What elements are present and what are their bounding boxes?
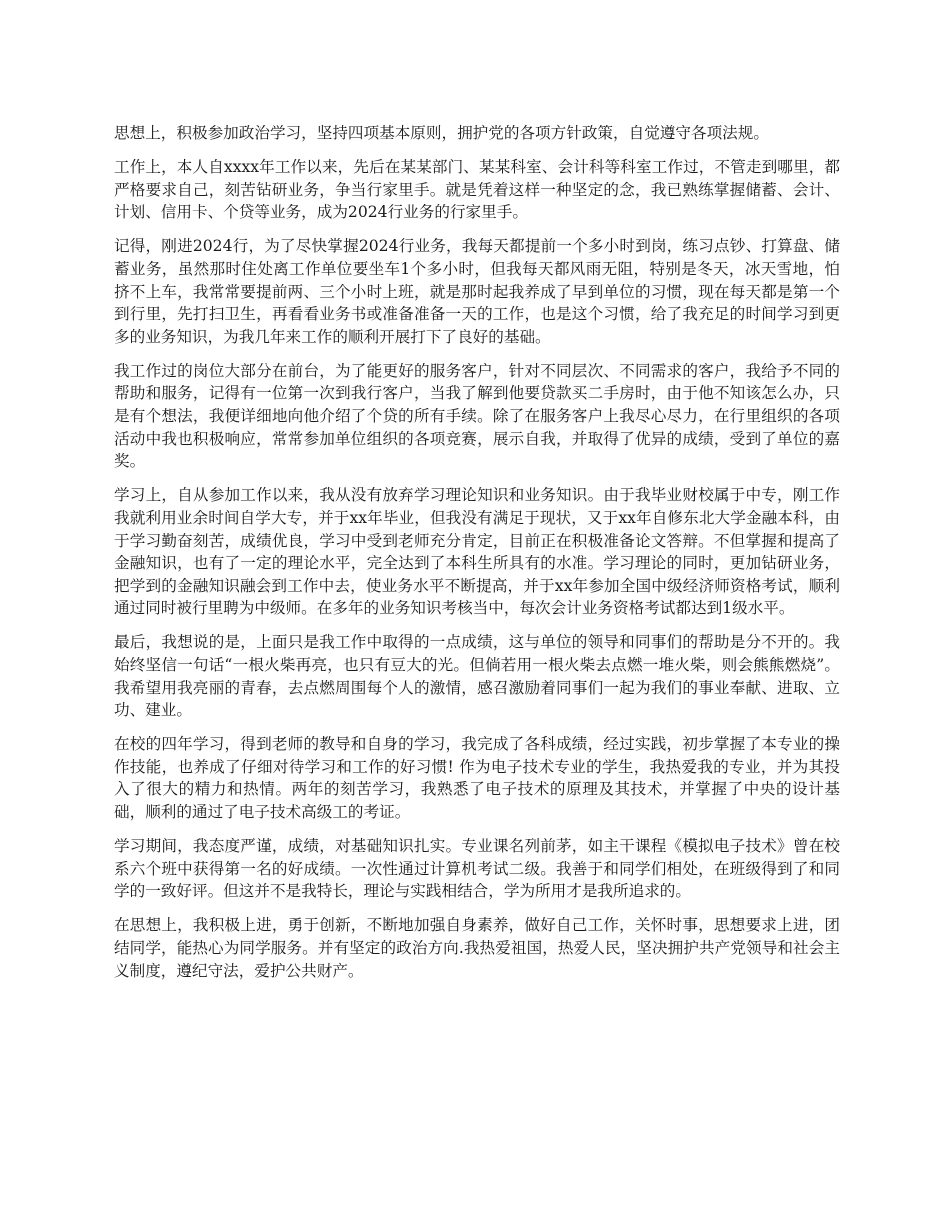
paragraph-customer-service: 我工作过的岗位大部分在前台，为了能更好的服务客户，针对不同层次、不同需求的客户，我给予不同的帮助和服务，记得有一位第一次到我行客户，当我了解到他要贷款买二手房时，由于他不知该怎么办，只是有个想法，我便详细地向他介绍了个贷的所有手续。除了在服务客户上我尽心尽力，在行里组织的各项活动中我也积极响应，常常参加单位组织的各项竞赛，展示自我，并取得了优异的成绩，受到了单位的嘉奖。 — [114, 361, 840, 471]
paragraph-work: 工作上，本人自xxxx年工作以来，先后在某某部门、某某科室、会计科等科室工作过，不管走到哪里，都严格要求自己，刻苦钻研业务，争当行家里手。就是凭着这样一种坚定的念，我已熟练掌握储蓄、会计、计划、信用卡、个贷等业务，成为2024行业务的行家里手。 — [114, 158, 840, 222]
paragraph-ideology: 思想上，积极参加政治学习，坚持四项基本原则，拥护党的各项方针政策，自觉遵守各项法规。 — [114, 124, 769, 142]
paragraph-early-days: 记得，刚进2024行，为了尽快掌握2024行业务，我每天都提前一个多小时到岗，练习点钞、打算盘、储蓄业务，虽然那时住处离工作单位要坐车1个多小时，但我每天都风雨无阻，特别是冬天，冰天雪地，怕挤不上车，我常常要提前两、三个小时上班，就是那时起我养成了早到单位的习惯，现在每天都是第一个到行里，先打扫卫生，再看看业务书或准备准备一天的工作，也是这个习惯，给了我充足的时间学习到更多的业务知识，为我几年来工作的顺利开展打下了良好的基础。 — [114, 237, 840, 346]
paragraph-closing: 最后，我想说的是，上面只是我工作中取得的一点成绩，这与单位的领导和同事们的帮助是分不开的。我始终坚信一句话“一根火柴再亮，也只有豆大的光。但倘若用一根火柴去点燃一堆火柴，则会熊熊燃烧”。我希望用我亮丽的青春，去点燃周围每个人的激情，感召激励着同事们一起为我们的事业奉献、进取、立功、建业。 — [114, 633, 840, 720]
paragraph-study-period: 学习期间，我态度严谨，成绩，对基础知识扎实。专业课名列前茅，如主干课程《模拟电子技术》曾在校系六个班中获得第一名的好成绩。一次性通过计算机考试二级。我善于和同学们相处，在班级得到了和同学的一致好评。但这并不是我特长，理论与实践相结合，学为所用才是我所追求的。 — [114, 837, 840, 901]
paragraph-ideology-school: 在思想上，我积极上进，勇于创新，不断地加强自身素养，做好自己工作，关怀时事，思想要求上进，团结同学，能热心为同学服务。并有坚定的政治方向.我热爱祖国，热爱人民，坚决拥护共产党领导和社会主义制度，遵纪守法，爱护公共财产。 — [114, 916, 840, 980]
paragraph-school-years: 在校的四年学习，得到老师的教导和自身的学习，我完成了各科成绩，经过实践，初步掌握了本专业的操作技能，也养成了仔细对待学习和工作的好习惯! 作为电子技术专业的学生，我热爱我的专业，并为其投入了很大的精力和热情。两年的刻苦学习，我熟悉了电子技术的原理及其技术，并掌握了中央的设计基础，顺利的通过了电子技术高级工的考证。 — [114, 735, 840, 822]
document-body — [114, 122, 840, 994]
paragraph-study: 学习上，自从参加工作以来，我从没有放弃学习理论知识和业务知识。由于我毕业财校属于中专，刚工作我就利用业余时间自学大专，并于xx年毕业，但我没有满足于现状，又于xx年自修东北大学金融本科，由于学习勤奋刻苦，成绩优良，学习中受到老师充分肯定，目前正在积极准备论文答辩。不但掌握和提高了金融知识，也有了一定的理论水平，完全达到了本科生所具有的水准。学习理论的同时，更加钻研业务，把学到的金融知识融会到工作中去，使业务水平不断提高，并于xx年参加全国中级经济师资格考试，顺利通过同时被行里聘为中级师。在多年的业务知识考核当中，每次会计业务资格考试都达到1级水平。 — [114, 486, 840, 618]
